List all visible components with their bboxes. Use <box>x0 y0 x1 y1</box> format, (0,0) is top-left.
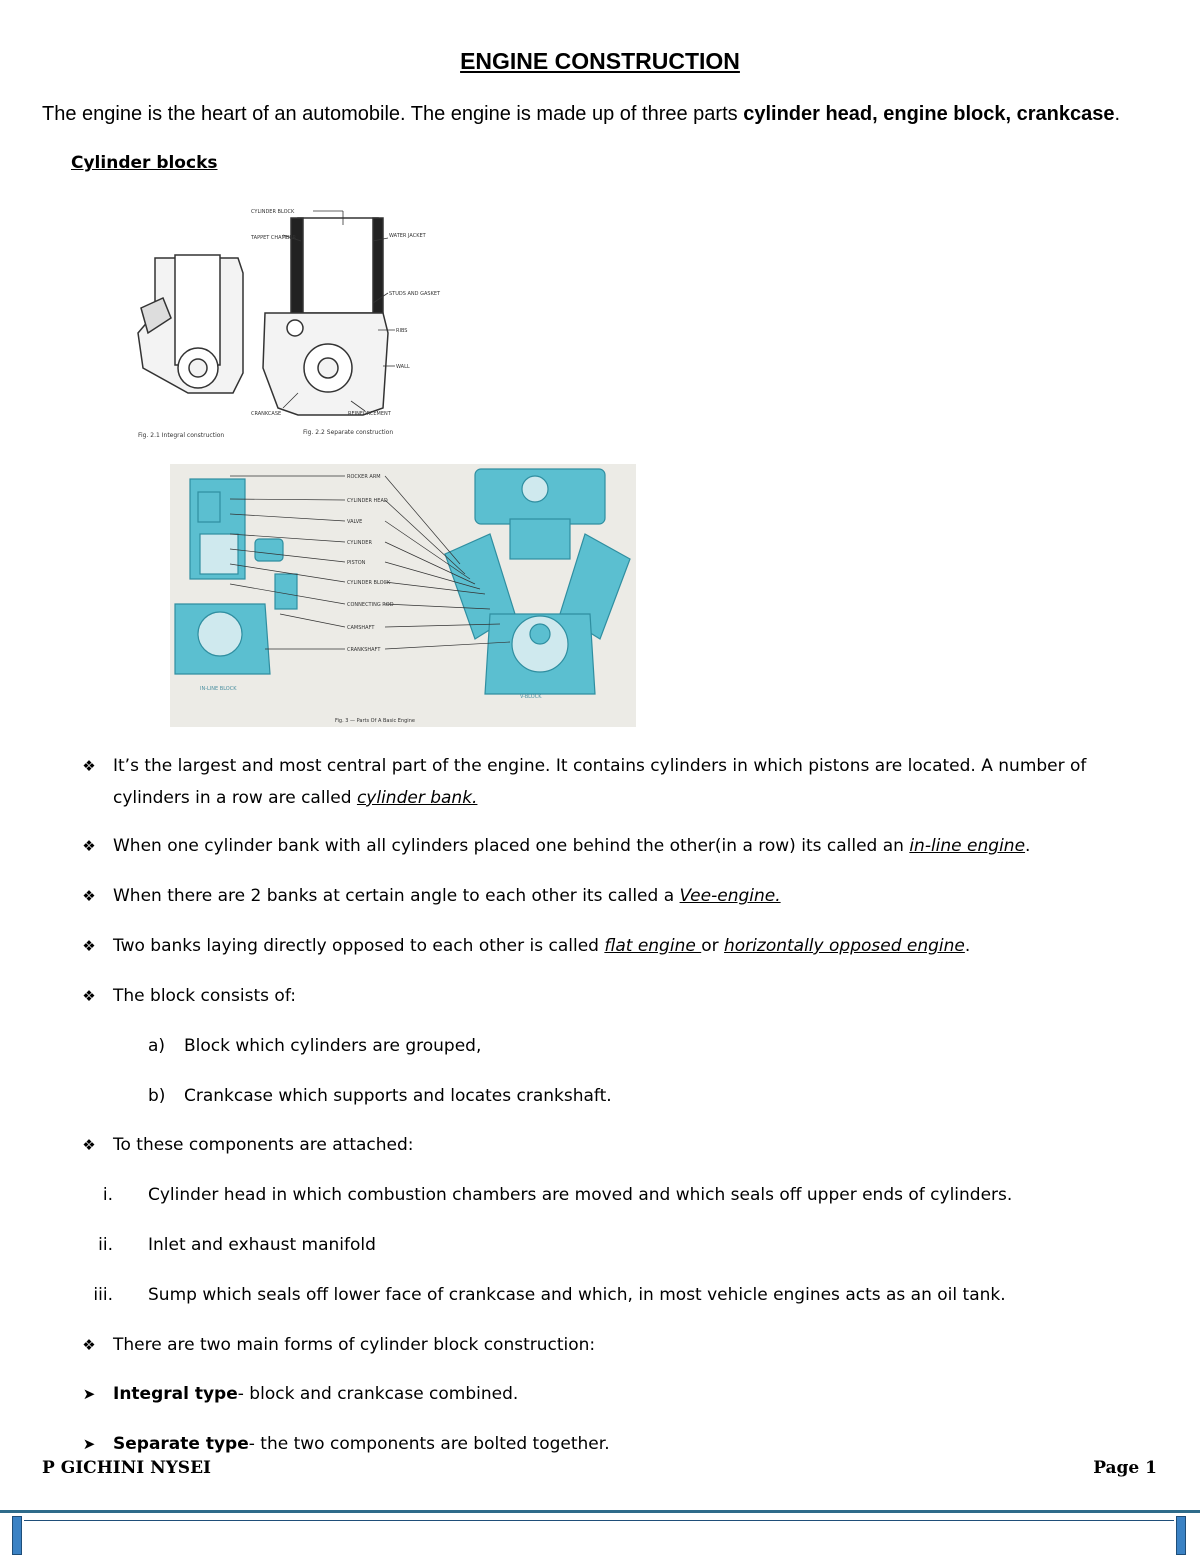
fig1-label-cylinder-block: CYLINDER BLOCK <box>251 209 295 215</box>
intro-paragraph: The engine is the heart of an automobile. The engine is made up of three parts cylinder head, engine block, crankcase. <box>42 103 1121 125</box>
fig1-label-water-jacket: WATER JACKET <box>389 233 426 239</box>
footer-border-right <box>1176 1516 1186 1555</box>
list-marker: a) <box>148 1036 166 1056</box>
fig2-label-rocker-arm: ROCKER ARM <box>347 474 381 480</box>
intro-bold-parts: cylinder head, engine block, crankcase <box>743 103 1115 125</box>
diamond-bullet-icon: ❖ <box>82 1336 96 1354</box>
fig2-caption-inline: IN-LINE BLOCK <box>200 686 237 692</box>
list-item-text: Crankcase which supports and locates crankshaft. <box>184 1086 612 1106</box>
footer-page-number: Page 1 <box>1093 1458 1157 1478</box>
bullet-text: Separate type- the two components are bolted together. <box>113 1434 610 1454</box>
list-marker: b) <box>148 1086 166 1106</box>
bullet-text: There are two main forms of cylinder block construction: <box>113 1335 596 1355</box>
fig2-label-cylinder-head: CYLINDER HEAD <box>347 498 388 504</box>
diamond-bullet-icon: ❖ <box>82 1136 96 1154</box>
diamond-bullet-icon: ❖ <box>82 987 96 1005</box>
list-item-text: Inlet and exhaust manifold <box>148 1235 376 1255</box>
bullet-text: Two banks laying directly opposed to each other is called flat engine or horizontally opposed engine. <box>113 936 971 956</box>
fig2-label-connecting-rod: CONNECTING ROD <box>347 602 394 608</box>
section-subheading: Cylinder blocks <box>71 153 218 173</box>
fig1-caption-left: Fig. 2.1 Integral construction <box>138 432 225 439</box>
list-marker: iii. <box>93 1285 113 1305</box>
fig1-label-crankcase: CRANKCASE <box>251 411 282 417</box>
diamond-bullet-icon: ❖ <box>82 757 96 775</box>
page-title: ENGINE CONSTRUCTION <box>460 48 740 74</box>
arrow-bullet-icon: ➤ <box>82 1385 96 1403</box>
bullet-text: It’s the largest and most central part of the engine. It contains cylinders in which pistons are located. A number of cylinders in a row are called cylinder bank. <box>113 756 1087 808</box>
list-marker: i. <box>102 1185 113 1205</box>
diamond-bullet-icon: ❖ <box>82 837 96 855</box>
footer-border-top <box>24 1520 1174 1521</box>
footer-rule <box>0 1510 1200 1513</box>
fig1-label-tappet-chamber: TAPPET CHAMBER <box>251 235 296 241</box>
bullet-text: When one cylinder bank with all cylinders placed one behind the other(in a row) its called an in-line engine. <box>113 836 1031 856</box>
fig2-label-cylinder-block: CYLINDER BLOCK <box>347 580 391 586</box>
bullet-text: The block consists of: <box>113 986 296 1006</box>
fig2-label-cylinder: CYLINDER <box>347 540 372 546</box>
list-item-text: Sump which seals off lower face of crankcase and which, in most vehicle engines acts as an oil tank. <box>148 1285 1006 1305</box>
fig1-label-studs-gasket: STUDS AND GASKET <box>389 291 441 297</box>
fig1-label-wall: WALL <box>396 364 410 370</box>
fig2-label-crankshaft: CRANKSHAFT <box>347 647 381 653</box>
fig2-caption: Fig. 3 — Parts Of A Basic Engine <box>335 718 415 724</box>
bullet-text: When there are 2 banks at certain angle to each other its called a Vee-engine. <box>113 886 781 906</box>
fig2-label-valve: VALVE <box>347 519 363 525</box>
figure-cylinder-block-construction <box>133 193 441 443</box>
fig1-label-reinforcement: REINFORCEMENT <box>348 411 391 417</box>
bullet-text: To these components are attached: <box>113 1135 414 1155</box>
diamond-bullet-icon: ❖ <box>82 937 96 955</box>
footer-author: P GICHINI NYSEI <box>42 1458 211 1478</box>
fig2-label-camshaft: CAMSHAFT <box>347 625 375 631</box>
footer-border-left <box>12 1516 22 1555</box>
fig1-label-ribs: RIBS <box>396 328 408 334</box>
arrow-bullet-icon: ➤ <box>82 1435 96 1453</box>
fig1-caption-right: Fig. 2.2 Separate construction <box>303 429 394 436</box>
fig2-label-piston: PISTON <box>347 560 366 566</box>
figure-parts-of-basic-engine <box>170 464 636 727</box>
fig2-caption-vblock: V-BLOCK <box>520 694 542 700</box>
bullet-text: Integral type- block and crankcase combined. <box>113 1384 519 1404</box>
list-marker: ii. <box>98 1235 113 1255</box>
list-item-text: Cylinder head in which combustion chambers are moved and which seals off upper ends of cylinders. <box>148 1185 1013 1205</box>
diamond-bullet-icon: ❖ <box>82 887 96 905</box>
list-item-text: Block which cylinders are grouped, <box>184 1036 482 1056</box>
